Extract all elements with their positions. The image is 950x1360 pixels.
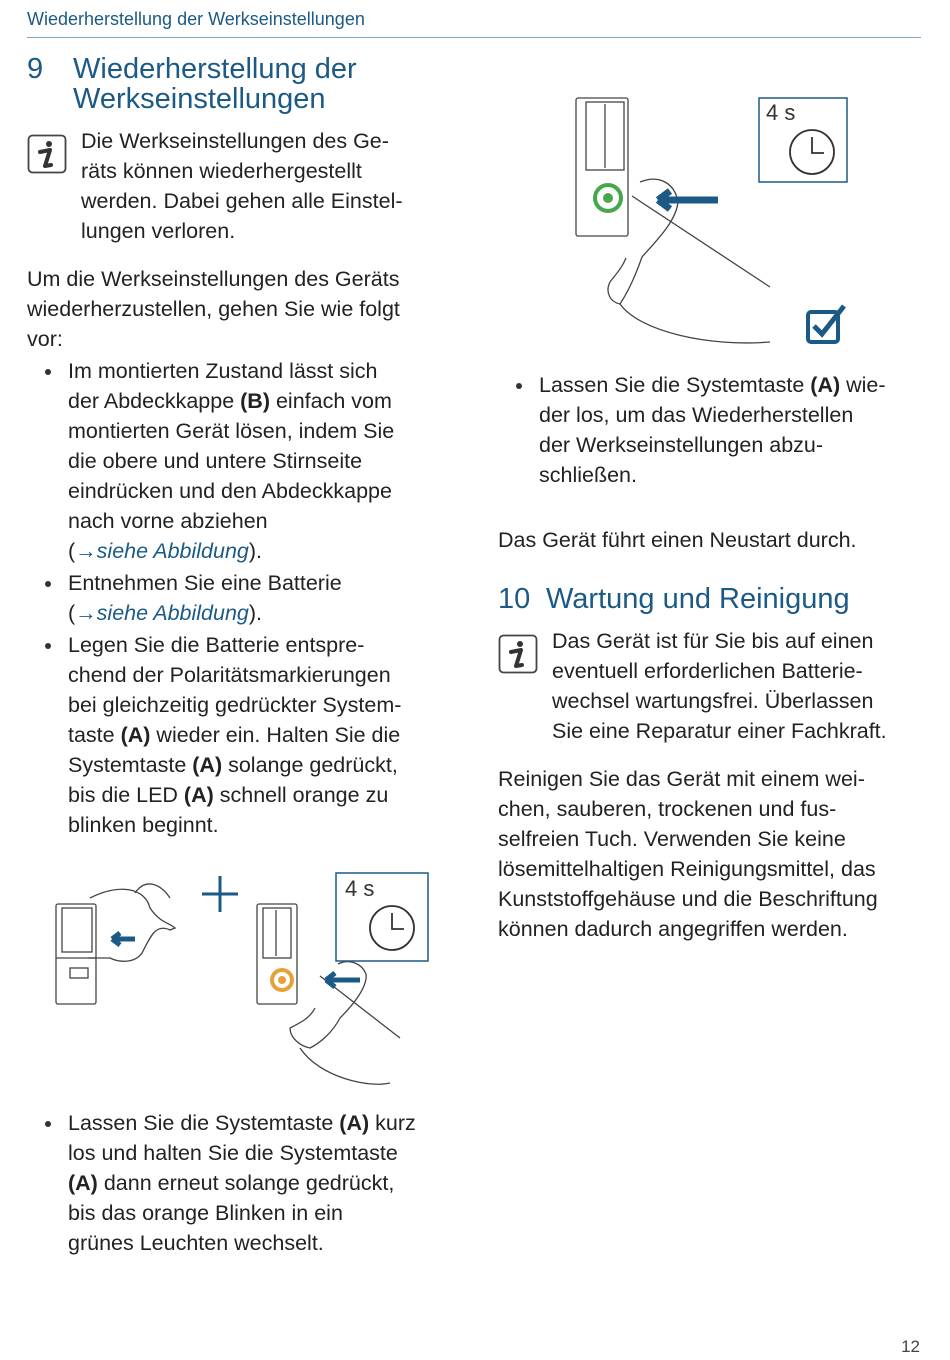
info-note	[27, 126, 467, 246]
list-item: Entnehmen Sie eine Batterie (→siehe Abbildung).	[27, 568, 467, 628]
header-rule	[27, 37, 921, 38]
list-item: Im montierten Zustand lässt sich der Abdeckkappe (B) einfach vom montierten Gerät lösen, indem Sie die obere und untere Stirnseite eindrücken und den Abdeckkappe nach vorne abziehen (→siehe Abbildung).	[27, 356, 467, 566]
figure-reference-link[interactable]: (→siehe Abbildung).	[68, 601, 263, 625]
section-9-heading	[27, 54, 467, 114]
intro-paragraph: Um die Werkseinstellungen des Geräts wiederherzustellen, gehen Sie wie folgt vor:	[27, 267, 400, 351]
list-item: Lassen Sie die Systemtaste (A) wie- der los, um das Wiederherstellen der Werkseinstellungen abzu- schließen.	[498, 370, 938, 490]
figure-reference-link[interactable]: (→siehe Abbildung).	[68, 539, 263, 563]
device-front	[576, 98, 770, 343]
timer-label: 4 s	[766, 100, 796, 125]
device-front	[257, 904, 400, 1084]
left-column	[27, 54, 467, 840]
arrow-left-icon	[658, 191, 718, 209]
section-number: 9	[27, 53, 44, 85]
timer-label: 4 s	[345, 876, 375, 901]
arrow-left-icon	[326, 973, 360, 987]
info-icon	[27, 134, 67, 174]
info-text: Die Werkseinstellungen des Ge- räts können wiederhergestellt werden. Dabei gehen alle Einstel- lungen verloren.	[81, 129, 403, 243]
info-text: Das Gerät ist für Sie bis auf einen eventuell erforderlichen Batterie- wechsel wartungsfrei. Überlassen Sie eine Reparatur einer Fachkraft.	[552, 629, 887, 743]
list-item: Legen Sie die Batterie entspre- chend der Polaritätsmarkierungen bei gleichzeitig gedrückter System- taste (A) wieder ein. Halten Sie die Systemtaste (A) solange gedrückt, bis die LED (A) schnell orange zu blinken beginnt.	[27, 630, 467, 840]
running-header: Wiederherstellung der Werkseinstellungen	[27, 9, 365, 29]
section-10-heading: 10 Wartung und Reinigung	[498, 583, 850, 615]
checkmark-icon	[808, 306, 844, 342]
section-title: Wiederherstellung der Werkseinstellungen	[73, 53, 357, 115]
illustration-release-button	[570, 92, 860, 352]
cleaning-paragraph: Reinigen Sie das Gerät mit einem wei- chen, sauberen, trockenen und fus- selfreien Tuch. Verwenden Sie keine lösemittelhaltigen Reinigungsmittel, das Kunststoffgehäuse und die Beschriftung können dadurch angegriffen werden.	[498, 767, 878, 941]
info-note	[498, 626, 938, 746]
info-icon	[498, 634, 538, 674]
arrow-left-icon	[112, 933, 135, 945]
list-item: Lassen Sie die Systemtaste (A) kurz los und halten Sie die Systemtaste (A) dann erneut solange gedrückt, bis das orange Blinken in ein grünes Leuchten wechselt.	[27, 1108, 467, 1258]
illustration-battery-reinsert	[50, 868, 440, 1093]
plus-icon	[202, 876, 238, 912]
page-number: 12	[901, 1337, 920, 1356]
steps-list-right	[498, 370, 938, 490]
steps-list	[27, 356, 467, 840]
steps-list-continued	[27, 1108, 467, 1258]
outro-paragraph: Das Gerät führt einen Neustart durch.	[498, 528, 857, 552]
